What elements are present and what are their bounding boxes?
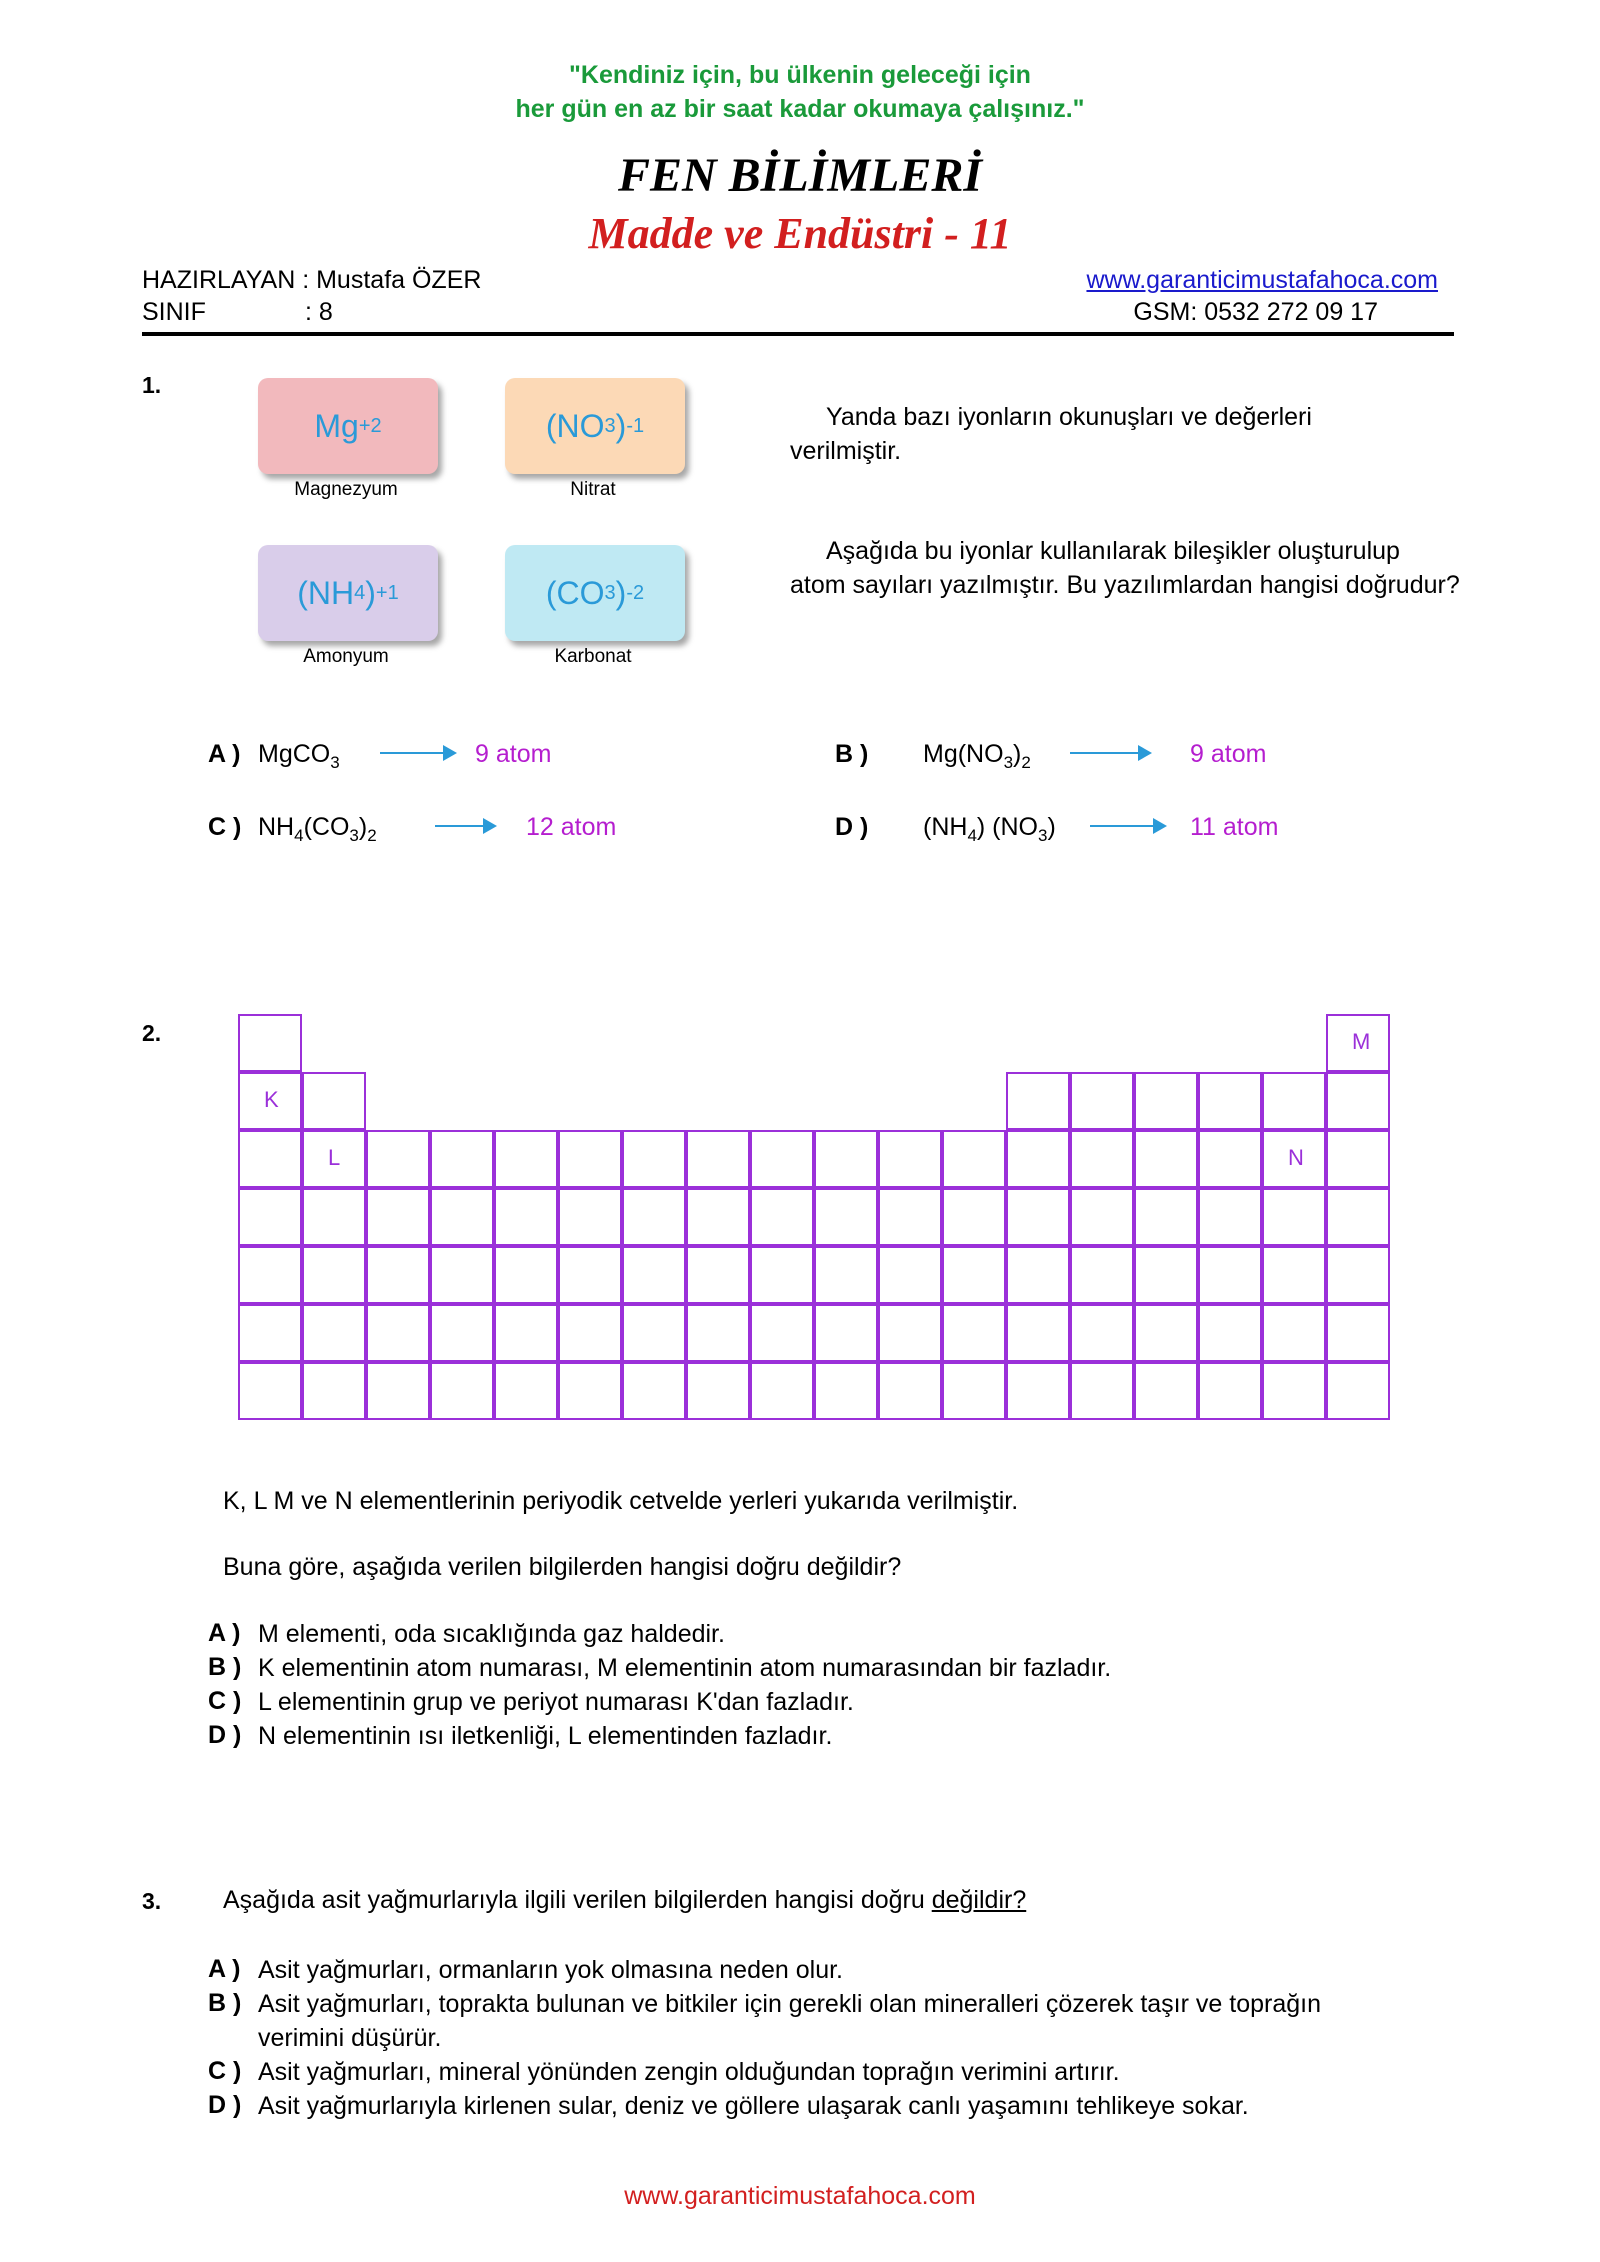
periodic-cell xyxy=(1070,1072,1134,1130)
q3-question-underlined: değildir? xyxy=(931,1886,1027,1914)
periodic-cell xyxy=(750,1304,814,1362)
periodic-cell xyxy=(558,1246,622,1304)
periodic-cell xyxy=(1070,1304,1134,1362)
periodic-cell xyxy=(1326,1362,1390,1420)
motto-line-2: her gün en az bir saat kadar okumaya çalışınız." xyxy=(515,95,1085,123)
periodic-cell xyxy=(1262,1188,1326,1246)
option-text: Asit yağmurlarıyla kirlenen sular, deniz ve göllere ulaşarak canlı yaşamını tehlikeye sokar. xyxy=(258,2092,1249,2120)
periodic-cell xyxy=(366,1304,430,1362)
periodic-cell xyxy=(1070,1246,1134,1304)
option-letter[interactable]: C ) xyxy=(208,2057,242,2085)
q1-text-2: Aşağıda bu iyonlar kullanılarak bileşikler oluşturulup atom sayıları yazılmıştır. Bu yazılımlardan hangisi doğrudur? xyxy=(790,537,1460,599)
page-subtitle: Madde ve Endüstri - 11 xyxy=(588,209,1012,258)
periodic-cell xyxy=(1006,1188,1070,1246)
periodic-cell xyxy=(1262,1072,1326,1130)
periodic-cell xyxy=(366,1130,430,1188)
option-letter[interactable]: A ) xyxy=(208,740,241,768)
element-label-m: M xyxy=(1352,1029,1371,1054)
ion-formula-base: (NH xyxy=(297,574,355,611)
atom-count: 9 atom xyxy=(475,740,552,768)
periodic-cell xyxy=(238,1188,302,1246)
periodic-cell xyxy=(1134,1362,1198,1420)
periodic-cell xyxy=(1006,1362,1070,1420)
periodic-cell xyxy=(494,1362,558,1420)
ion-name: Magnezyum xyxy=(294,479,398,500)
atom-count: 11 atom xyxy=(1190,813,1279,841)
element-label-k: K xyxy=(264,1087,279,1112)
option-text: Asit yağmurları, toprakta bulunan ve bitkiler için gerekli olan mineralleri çözerek taşır ve toprağın verimini düşürür. xyxy=(258,1990,1321,2052)
option-letter[interactable]: A ) xyxy=(208,1955,241,1983)
periodic-cell xyxy=(750,1246,814,1304)
periodic-cell xyxy=(366,1362,430,1420)
periodic-cell xyxy=(1198,1362,1262,1420)
ion-charge: -1 xyxy=(626,414,645,437)
option-letter[interactable]: B ) xyxy=(835,740,869,768)
option-letter[interactable]: B ) xyxy=(208,1989,242,2017)
ion-charge: -2 xyxy=(626,581,645,604)
periodic-cell xyxy=(942,1246,1006,1304)
class-label: SINIF xyxy=(142,298,206,326)
option-letter[interactable]: C ) xyxy=(208,813,242,841)
periodic-cell xyxy=(1326,1130,1390,1188)
periodic-cell xyxy=(1134,1304,1198,1362)
periodic-cell xyxy=(494,1304,558,1362)
motto-line-1: "Kendiniz için, bu ülkenin geleceği için xyxy=(569,61,1031,89)
ion-formula-base: (CO xyxy=(545,574,605,611)
periodic-cell xyxy=(814,1246,878,1304)
q1-text-1: Yanda bazı iyonların okunuşları ve değerleri verilmiştir. xyxy=(790,403,1312,465)
periodic-cell xyxy=(1198,1072,1262,1130)
option-letter[interactable]: D ) xyxy=(208,1721,242,1749)
option-letter[interactable]: A ) xyxy=(208,1619,241,1647)
periodic-cell xyxy=(942,1304,1006,1362)
periodic-cell xyxy=(1006,1072,1070,1130)
periodic-cell xyxy=(814,1188,878,1246)
option-letter[interactable]: D ) xyxy=(835,813,869,841)
periodic-cell xyxy=(942,1362,1006,1420)
periodic-cell xyxy=(686,1246,750,1304)
periodic-cell xyxy=(1134,1130,1198,1188)
periodic-cell xyxy=(1326,1246,1390,1304)
ion-formula-close: ) xyxy=(365,574,376,611)
periodic-cell xyxy=(878,1130,942,1188)
periodic-cell xyxy=(430,1362,494,1420)
periodic-cell xyxy=(1006,1304,1070,1362)
periodic-cell xyxy=(814,1362,878,1420)
periodic-cell xyxy=(622,1130,686,1188)
periodic-cell xyxy=(878,1362,942,1420)
question-3-number: 3. xyxy=(142,1888,162,1914)
periodic-cell xyxy=(558,1130,622,1188)
periodic-cell xyxy=(558,1304,622,1362)
q3-question xyxy=(223,1883,1026,1917)
periodic-cell xyxy=(750,1188,814,1246)
ion-name: Nitrat xyxy=(570,479,616,500)
arrow-icon xyxy=(1090,825,1165,827)
periodic-cell xyxy=(942,1130,1006,1188)
periodic-cell xyxy=(558,1362,622,1420)
periodic-cell xyxy=(622,1246,686,1304)
periodic-cell xyxy=(302,1072,366,1130)
author-label: HAZIRLAYAN : Mustafa ÖZER xyxy=(142,266,482,294)
periodic-cell xyxy=(878,1246,942,1304)
arrow-icon xyxy=(435,825,495,827)
atom-count: 9 atom xyxy=(1190,740,1267,768)
periodic-cell xyxy=(1070,1130,1134,1188)
phone-number: GSM: 0532 272 09 17 xyxy=(1133,298,1378,326)
periodic-cell xyxy=(1134,1072,1198,1130)
periodic-cell xyxy=(814,1130,878,1188)
periodic-cell xyxy=(686,1362,750,1420)
periodic-cell xyxy=(238,1362,302,1420)
ion-formula-subscript: 4 xyxy=(354,581,366,604)
periodic-cell xyxy=(622,1188,686,1246)
option-letter[interactable]: C ) xyxy=(208,1687,242,1715)
periodic-cell xyxy=(238,1246,302,1304)
periodic-cell xyxy=(1326,1304,1390,1362)
periodic-cell xyxy=(238,1130,302,1188)
question-2-number: 2. xyxy=(142,1020,162,1046)
periodic-cell xyxy=(750,1130,814,1188)
periodic-cell xyxy=(686,1304,750,1362)
page-title: FEN BİLİMLERİ xyxy=(617,149,983,202)
periodic-cell xyxy=(750,1362,814,1420)
option-letter[interactable]: B ) xyxy=(208,1653,242,1681)
periodic-cell xyxy=(430,1188,494,1246)
arrow-icon xyxy=(380,752,455,754)
ion-formula-subscript: 3 xyxy=(604,414,616,437)
ion-name: Amonyum xyxy=(303,646,389,667)
periodic-cell xyxy=(238,1304,302,1362)
q2-text-2: Buna göre, aşağıda verilen bilgilerden hangisi doğru değildir? xyxy=(223,1553,902,1581)
website-link[interactable]: www.garanticimustafahoca.com xyxy=(1086,266,1438,294)
q2-text-1: K, L M ve N elementlerinin periyodik cetvelde yerleri yukarıda verilmiştir. xyxy=(223,1487,1019,1515)
periodic-cell xyxy=(814,1304,878,1362)
element-label-n: N xyxy=(1288,1145,1304,1170)
periodic-cell xyxy=(1198,1130,1262,1188)
periodic-cell xyxy=(1134,1246,1198,1304)
periodic-cell xyxy=(942,1188,1006,1246)
periodic-cell xyxy=(430,1130,494,1188)
ion-card xyxy=(258,378,438,474)
periodic-cell xyxy=(1262,1246,1326,1304)
periodic-cell xyxy=(430,1304,494,1362)
class-value: : 8 xyxy=(305,298,333,326)
atom-count: 12 atom xyxy=(526,813,617,841)
option-text: Asit yağmurları, ormanların yok olmasına neden olur. xyxy=(258,1956,843,1984)
periodic-cell xyxy=(1134,1188,1198,1246)
compound-formula: $(NH_4)$ $(NO_3)$ xyxy=(923,813,1056,845)
ion-formula-base: (NO xyxy=(545,407,605,444)
ion-formula-close: ) xyxy=(615,574,627,611)
periodic-cell xyxy=(686,1130,750,1188)
periodic-cell xyxy=(1070,1188,1134,1246)
ion-card xyxy=(258,545,438,641)
periodic-cell xyxy=(302,1304,366,1362)
element-label-l: L xyxy=(328,1145,341,1170)
compound-formula: $NH_4(CO_3)_2$ xyxy=(258,813,377,845)
option-text: Asit yağmurları, mineral yönünden zengin olduğundan toprağın verimini artırır. xyxy=(258,2058,1120,2086)
periodic-cell xyxy=(366,1188,430,1246)
footer-website[interactable]: www.garanticimustafahoca.com xyxy=(624,2182,976,2210)
periodic-cell xyxy=(302,1362,366,1420)
q3-question-prefix: Aşağıda asit yağmurlarıyla ilgili verilen bilgilerden hangisi doğru xyxy=(223,1886,932,1914)
periodic-cell xyxy=(1198,1304,1262,1362)
periodic-cell xyxy=(302,1188,366,1246)
option-text: N elementinin ısı iletkenliği, L elementinden fazladır. xyxy=(258,1722,833,1750)
ion-formula-subscript: 3 xyxy=(604,581,616,604)
option-text: K elementinin atom numarası, M elementinin atom numarasından bir fazladır. xyxy=(258,1654,1112,1682)
ion-formula-close: ) xyxy=(615,407,627,444)
periodic-cell xyxy=(622,1304,686,1362)
ion-charge: +1 xyxy=(375,581,399,604)
periodic-cell xyxy=(1262,1362,1326,1420)
periodic-cell xyxy=(1006,1130,1070,1188)
ion-charge: +2 xyxy=(358,414,382,437)
periodic-cell xyxy=(1006,1246,1070,1304)
periodic-cell xyxy=(1198,1188,1262,1246)
question-1-number: 1. xyxy=(142,372,162,398)
periodic-cell xyxy=(430,1246,494,1304)
ion-card xyxy=(505,378,685,474)
compound-formula: $Mg(NO_3)_2$ xyxy=(923,740,1031,772)
header-rule xyxy=(142,332,1454,336)
periodic-cell xyxy=(1262,1304,1326,1362)
periodic-cell xyxy=(558,1188,622,1246)
option-text: M elementi, oda sıcaklığında gaz haldedir. xyxy=(258,1620,725,1648)
periodic-cell xyxy=(238,1014,302,1072)
ion-card xyxy=(505,545,685,641)
periodic-cell xyxy=(1070,1362,1134,1420)
option-letter[interactable]: D ) xyxy=(208,2091,242,2119)
ion-formula-base: Mg xyxy=(314,407,359,444)
periodic-cell xyxy=(622,1362,686,1420)
periodic-cell xyxy=(302,1246,366,1304)
option-text: L elementinin grup ve periyot numarası K'dan fazladır. xyxy=(258,1688,854,1716)
periodic-cell xyxy=(878,1304,942,1362)
arrow-icon xyxy=(1070,752,1150,754)
periodic-cell xyxy=(494,1246,558,1304)
periodic-cell xyxy=(686,1188,750,1246)
periodic-cell xyxy=(1198,1246,1262,1304)
periodic-cell xyxy=(494,1130,558,1188)
periodic-cell xyxy=(366,1246,430,1304)
periodic-cell xyxy=(878,1188,942,1246)
periodic-cell xyxy=(494,1188,558,1246)
compound-formula: MgCO$_3$ xyxy=(258,740,340,772)
ion-name: Karbonat xyxy=(554,646,632,667)
periodic-cell xyxy=(1326,1188,1390,1246)
periodic-cell xyxy=(1326,1072,1390,1130)
